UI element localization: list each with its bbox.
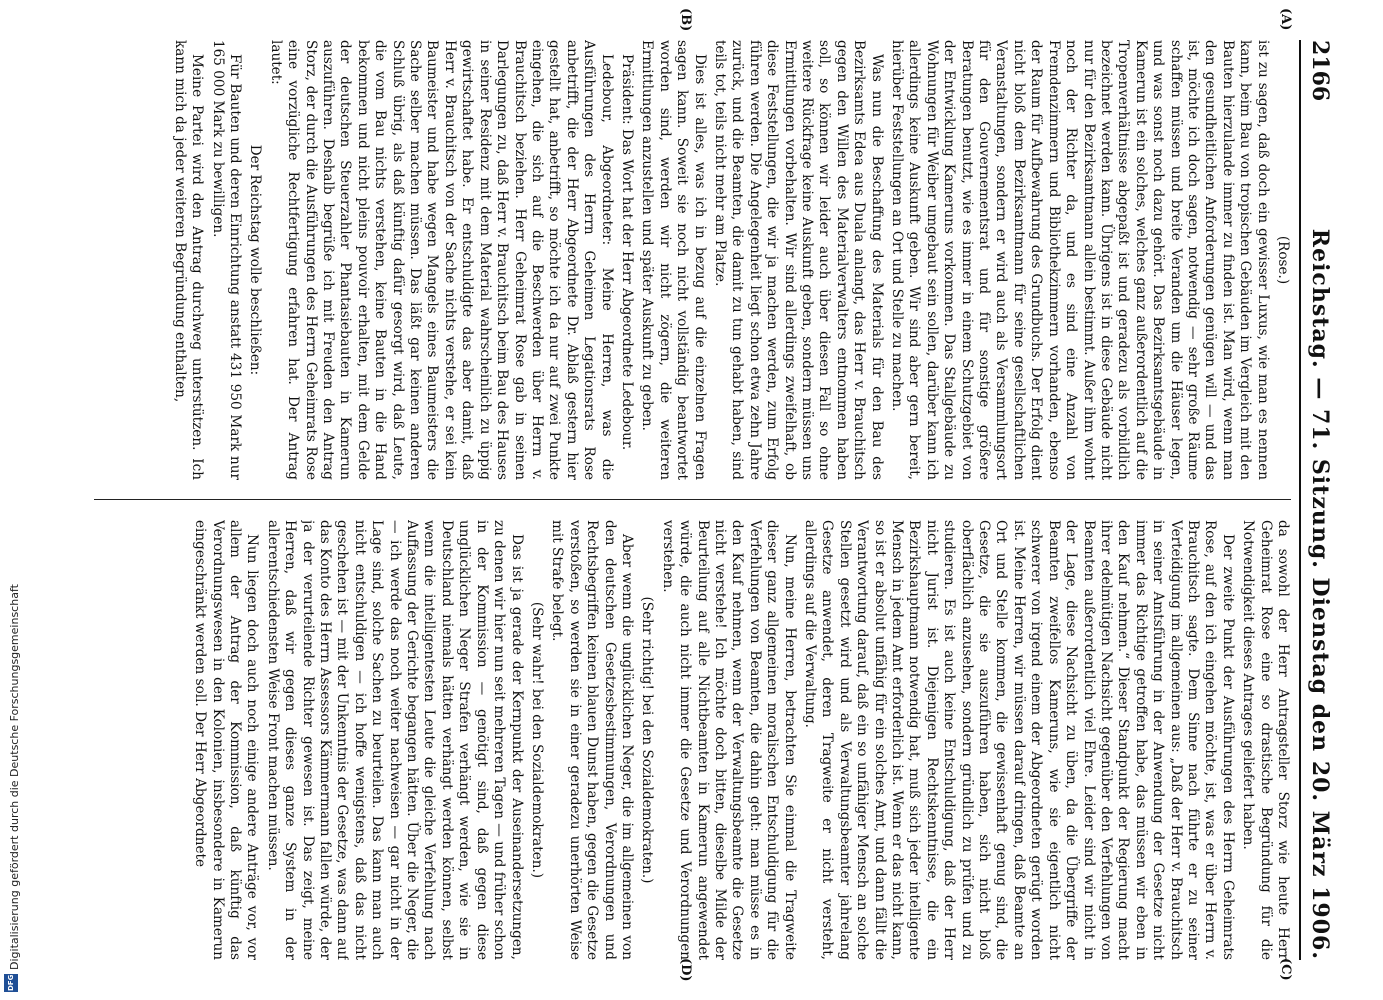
margin-letter-a: (A) — [1278, 8, 1293, 31]
margin-letter-b: (B) — [678, 8, 693, 32]
scanned-page — [70, 0, 1353, 1000]
digitization-notice: Digitalisierung gefördert durch die Deutsche Forschungsgemeinschaft — [8, 584, 21, 970]
right-text-column — [94, 520, 1291, 960]
paragraph: Nun, meine Herren, betrachten Sie einmal die Tragweite dieser ganz allgemeinen moralischen Entschuldigung für die Verfehlungen von Beamten, die dahin geht: man müsse es in den Kauf nehmen, wenn der Verwaltungsbeamte die Gesetze nicht verstehe! Ich möchte doch bitten, dieselbe Milde der Beurteilung auf alle Nichtbeamten in Kamerun angewendet würde, die auch nicht immer die Gesetze und Verordnungen verstehen. — [659, 520, 798, 960]
left-text-column — [94, 40, 1291, 480]
speaker-heading: (Rose.) — [1275, 235, 1291, 285]
paragraph: Was nun die Beschaffung des Materials für den Bau des Bezirksamts Edea aus Duala anlangt, das Herr v. Brauchitsch gegen den Willen des Materialverwalters entnommen haben soll, so können wir leider auch über diesen Fall so ohne weitere Rückfrage keine Auskunft geben, sondern müssen uns Ermittlungen vorbehalten. Wir sind allerdings zweifelhaft, ob diese Feststellungen, die wir ja machen werden, zum Erfolg führen werden. Die Angelegenheit liegt schon etwa zehn Jahre zurück, und die Beamten, die damit zu tun gehabt haben, sind teils tot, teils nicht mehr am Platze. — [712, 40, 885, 480]
paragraph-ledebour: Ledebour, Abgeordneter: Meine Herren, was die Ausführungen des Herrn Geheimen Legationsrats Rose anbetrifft, die der Herr Abgeordnete Dr. Ablaß gestern hier gestellt hat, anbetrifft, so möchte ich da nur auf zwei Punkte eingehen, die sich auf die Beschwerden über Herrn v. Brauchitsch beziehen. Herr Geheimrat Rose gab in seinen Darlegungen zu, daß Herr v. Brauchitsch beim Bau des Hauses in seiner Residenz mit dem Material wahrscheinlich zu üppig gewirtschaftet habe. Er entschuldigte das aber damit, daß Herr v. Brauchitsch von der Sache nichts verstehe, er sei kein Baumeister und habe wegen Mangels eines Baumeisters die Sache selber machen müssen. Das läßt gar keinen anderen Schluß übrig, als daß künftig dafür gesorgt wird, daß Leute, die vom Bau nichts verstehen, keine Bauten in die Hand bekommen und nicht pleins pouvoir erhalten, mit dem Gelde der deutschen Steuerzahler Phantasiebauten in Kamerun auszuführen. Deshalb begrüße ich mit Freuden den Antrag Storz, der durch die Ausführungen des Herrn Geheimrats Rose eine vorzügliche Rechtfertigung erfahren hat. Der Antrag lautet: — [267, 40, 615, 480]
paragraph: Der zweite Punkt der Ausführungen des Herrn Geheimrats Rose, auf den ich eingehen möchte, ist, was er über Herrn v. Brauchitsch sagte. Dem Sinne nach führte er zu seiner Verteidigung im allgemeinen aus: „Daß der Herr v. Brauchitsch in seiner Amtsführung in der Anwendung der Gesetze nicht immer das Richtige getroffen habe, das müssen wir eben in den Kauf nehmen.“ Dieser Standpunkt der Regierung macht ihrer edelmütigen Nachsicht gegenüber den Verfehlungen von Beamten außerordentlich viel Ehre. Leider sind wir nicht in der Lage, diese Nachsicht zu üben, da die Übergriffe der Beamten zweifellos Kameruns, wie sie eigentlich nicht schwerer von irgend einem der Abgeordneten gerügt worden ist. Meine Herren, wir müssen darauf dringen, daß Beamte an Ort und Stelle kommen, die gewissenhaft genug sind, die Gesetze, die sie auszuführen haben, sich nicht bloß oberflächlich anzusehen, sondern gründlich zu prüfen und zu studieren. Es ist auch keine Entschuldigung, daß der Herr nicht Jurist ist. Diejenigen Rechtskenntnisse, die ein Bezirkshauptmann notwendig hat, muß sich jeder intelligente Mensch in jedem Amt erforderlich ist. Wenn er das nicht kann, so ist er absolut unfähig für ein solches Amt, und dann fällt die Verantwortung darauf, daß ein so unfähiger Mensch an solche Stellen gesetzt wird und als Verwaltungsbeamter jahrelang Gesetze anwendet, deren Tragweite er nicht versteht, allerdings auf die Verwaltung. — [802, 520, 1236, 960]
motion-text: Für Bauten und deren Einrichtung anstatt 431 950 Mark nur 165 000 Mark zu bewilligen. — [209, 40, 244, 480]
page-title: Reichstag. — 71. Sitzung. Dienstag den 20. März 1906. — [1307, 228, 1333, 960]
paragraph: ist zu sagen, daß doch ein gewisser Luxus, wie man es nennen kann, beim Bau von tropischen Gebäuden im Vergleich mit den Bauten hierzulande immer zu finden ist. Man wird, wenn man den gesundheitlichen Anforderungen genügen will — und das ist, möchte ich doch sagen, notwendig — sehr große Räume schaffen müssen und breite Veranden um die Häuser legen, und was sonst noch dazu gehört. Das Bezirksamtsgebäude in Kamerun ist ein solches, welches ganz außerordentlich auf die Tropenverhältnisse abgepaßt ist und geradezu als vorbildlich bezeichnet werden kann. Übrigens ist in diese Gebäude nicht nur für den Bezirksamtmann allein bestimmt. Außer ihm wohnt noch der Richter da, und es sind eine Anzahl von Fremdenzimmern und Bibliothekzimmern vorhanden, ebenso der Raum für Aufbewahrung des Grundbuchs. Der Erfolg dient nicht bloß dem Bezirksamtmann für seine gesellschaftlichen Veranstaltungen, sondern er wird auch als Versammlungsort für den Gouvernementsrat und für sonstige größere Beratungen benutzt, wie es immer in einem Schutzgebiet von der Entwicklung Kameruns vorkommen. Das Stallgebäude zu Wohnungen für Weiber umgebaut sein sollen, darüber kann ich allerdings keine Auskunft geben. Wir sind aber gern bereit, hierüber Feststellungen an Ort und Stelle zu machen. — [889, 40, 1271, 480]
margin-letter-c: (C) — [1278, 958, 1293, 981]
paragraph: Nun liegen doch auch noch einige andere Anträge vor, vor allem der Antrag der Kommission, daß künftig das Verordnungswesen in den Kolonien, insbesondere in Kamerun eingeschränkt werden soll. Der Herr Abgeordnete — [192, 520, 261, 960]
paragraph: Aber wenn die unglücklichen Neger, die im allgemeinen von den deutschen Gesetzesbestimmungen, Verordnungen und Rechtsbegriffen keinen blauen Dunst haben, gegen die Gesetze verstoßen, so werden sie in einer geradezu unerhörten Weise mit Strafe belegt. — [549, 520, 635, 960]
dfg-logo: DFG — [4, 974, 18, 992]
column-divider — [94, 499, 1291, 500]
margin-letter-d: (D) — [678, 958, 693, 982]
paragraph: Dies ist alles, was ich in bezug auf die einzelnen Fragen sagen kann. Soweit sie noch nicht vollständig beantwortet worden sind, werden wir nicht zögern, die weiteren Ermittlungen anzustellen und später Auskunft zu geben. — [639, 40, 708, 480]
page-header — [1299, 40, 1339, 960]
paragraph-president: Präsident: Das Wort hat der Herr Abgeordnete Ledebour. — [618, 54, 635, 451]
paragraph: Das ist ja gerade der Kernpunkt der Auseinandersetzungen, zu denen wir hier nun seit mehreren Tagen — und früher schon in der Kommission — genötigt sind, daß gegen diese unglücklichen Neger Strafen verhängt werden, wie sie in Deutschland niemals hätten verhängt werden können, selbst wenn die intelligentesten Leute die gleiche Verfehlung nach Auffassung der Gerichte begangen hätten. Über die Neger, die — ich werde das noch weiter nachweisen — gar nicht in der Lage sind, solche Sachen zu beurteilen. Das kann man auch nicht entschuldigen — ich hoffe wenigstens, daß das nicht geschehen ist — mit der Unkenntnis der Gesetze, was dann auf das Konto des Herrn Assessors Kämmermann fallen würde, der ja der verurteilende Richter gewesen ist. Das zeigt, meine Herren, daß wir gegen dieses ganze System in der allerentschiedensten Weise Front machen müssen. — [264, 520, 525, 960]
paragraph: da sowohl der Herr Antragsteller Storz wie heute Herr Geheimrat Rose eine so drastische Begründung für die Notwendigkeit dieses Antrages geliefert haben. — [1240, 520, 1291, 960]
motion-intro: Der Reichstag wolle beschließen: — [247, 144, 264, 376]
page-number: 2166 — [1307, 40, 1333, 102]
paragraph: Meine Partei wird den Antrag durchweg unterstützen. Ich kann mich da jeder weiteren Begründung enthalten, — [171, 40, 206, 480]
interjection: (Sehr richtig! bei den Sozialdemokraten.) — [639, 596, 656, 884]
interjection: (Sehr wahr! bei den Sozialdemokraten.) — [528, 601, 545, 879]
